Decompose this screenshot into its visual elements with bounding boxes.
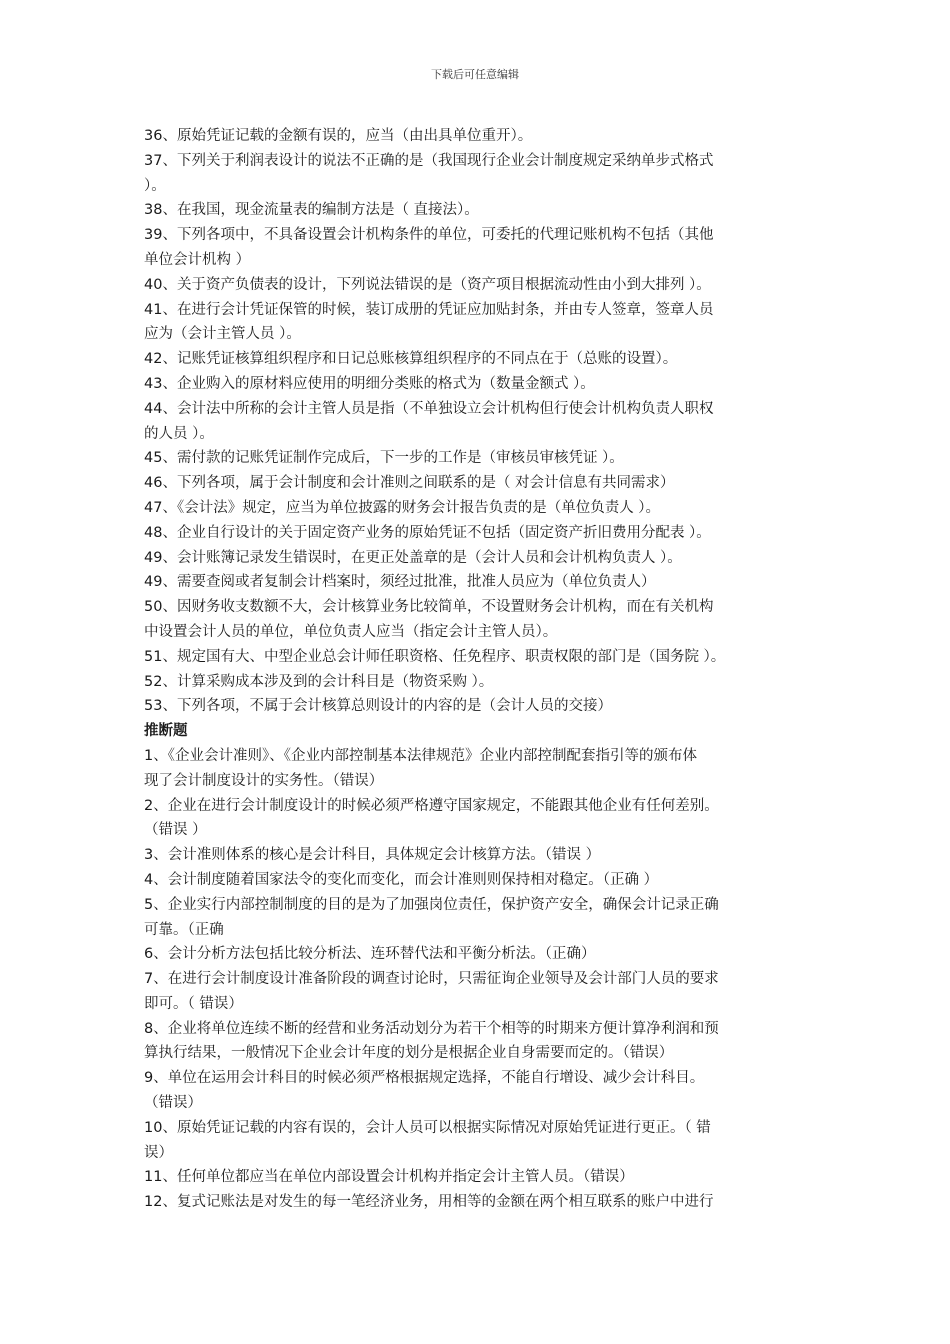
text-line: 8、企业将单位连续不断的经营和业务活动划分为若干个相等的时期来方便计算净利润和预	[144, 1020, 719, 1037]
text-line: 误）	[144, 1144, 173, 1161]
text-line: 可靠。（正确	[144, 921, 224, 938]
text-line: 3、会计准则体系的核心是会计科目，具体规定会计核算方法。（错误 ）	[144, 847, 601, 864]
text-line: 即可。（ 错误）	[144, 995, 243, 1012]
text-line: 4、会计制度随着国家法令的变化而变化，而会计准则则保持相对稳定。（正确 ）	[144, 871, 659, 888]
text-line: 38、在我国，现金流量表的编制方法是（ 直接法）。	[144, 202, 479, 219]
text-line: （错误）	[144, 1095, 202, 1112]
text-line: ）。	[144, 177, 166, 194]
text-line: 12、复式记账法是对发生的每一笔经济业务，用相等的金额在两个相互联系的账户中进行	[144, 1194, 714, 1211]
text-line: 6、会计分析方法包括比较分析法、连环替代法和平衡分析法。（正确）	[144, 946, 596, 963]
text-line: 中设置会计人员的单位，单位负责人应当（指定会计主管人员）。	[144, 623, 558, 640]
text-line: 47、《会计法》规定，应当为单位披露的财务会计报告负责的是（单位负责人 ）。	[144, 499, 661, 516]
text-line: 1、《企业会计准则》、《企业内部控制基本法律规范》企业内部控制配套指引等的颁布体	[144, 747, 697, 764]
text-line: 46、下列各项，属于会计制度和会计准则之间联系的是（ 对会计信息有共同需求）	[144, 475, 675, 492]
text-line: 2、企业在进行会计制度设计的时候必须严格遵守国家规定，不能跟其他企业有任何差别。	[144, 797, 719, 814]
text-line: 42、记账凭证核算组织程序和日记总账核算组织程序的不同点在于（总账的设置）。	[144, 351, 678, 368]
text-line: 5、企业实行内部控制制度的目的是为了加强岗位责任，保护资产安全，确保会计记录正确	[144, 896, 719, 913]
text-line: 50、因财务收支数额不大，会计核算业务比较简单，不设置财务会计机构，而在有关机构	[144, 599, 714, 616]
text-line: 9、单位在运用会计科目的时候必须严格根据规定选择，不能自行增设、减少会计科目。	[144, 1070, 705, 1087]
text-line: 11、任何单位都应当在单位内部设置会计机构并指定会计主管人员。（错误）	[144, 1169, 634, 1186]
text-line: 48、企业自行设计的关于固定资产业务的原始凭证不包括（固定资产折旧费用分配表 ）。	[144, 524, 711, 541]
text-line: 45、需付款的记账凭证制作完成后，下一步的工作是（审核员审核凭证 ）。	[144, 450, 624, 467]
text-line: 49、会计账簿记录发生错误时，在更正处盖章的是（会计人员和会计机构负责人 ）。	[144, 549, 682, 566]
text-line: 52、计算采购成本涉及到的会计科目是（物资采购 ）。	[144, 673, 494, 690]
text-line: 现了会计制度设计的实务性。（错误）	[144, 772, 384, 789]
text-line: 7、在进行会计制度设计准备阶段的调查讨论时，只需征询企业领导及会计部门人员的要求	[144, 971, 719, 988]
text-line: 单位会计机构 ）	[144, 251, 251, 268]
page-header: 下载后可任意编辑	[431, 68, 519, 81]
text-line: 43、企业购入的原材料应使用的明细分类账的格式为（数量金额式 ）。	[144, 375, 595, 392]
text-line: 40、关于资产负债表的设计，下列说法错误的是（资产项目根据流动性由小到大排列 ）。	[144, 276, 711, 293]
text-line: 53、下列各项，不属于会计核算总则设计的内容的是（会计人员的交接）	[144, 698, 612, 715]
section-title: 推断题	[144, 723, 188, 740]
text-line: 10、原始凭证记载的内容有误的，会计人员可以根据实际情况对原始凭证进行更正。（ 错	[144, 1119, 711, 1136]
text-line: （错误 ）	[144, 822, 207, 839]
text-line: 的人员 ）。	[144, 425, 214, 442]
text-line: 36、原始凭证记载的金额有误的，应当（由出具单位重开）。	[144, 128, 533, 144]
document-body	[144, 124, 820, 1215]
text-line: 应为（会计主管人员 ）。	[144, 326, 301, 343]
text-line: 51、规定国有大、中型企业总会计师任职资格、任免程序、职责权限的部门是（国务院 ）。	[144, 648, 726, 665]
text-line: 37、下列关于利润表设计的说法不正确的是（我国现行企业会计制度规定采纳单步式格式	[144, 152, 714, 169]
text-line: 39、下列各项中，不具备设置会计机构条件的单位，可委托的代理记账机构不包括（其他	[144, 227, 714, 244]
text-line: 算执行结果，一般情况下企业会计年度的划分是根据企业自身需要而定的。（错误）	[144, 1045, 674, 1062]
text-line: 49、需要查阅或者复制会计档案时，须经过批准，批准人员应为（单位负责人）	[144, 574, 656, 591]
text-line: 44、会计法中所称的会计主管人员是指（不单独设立会计机构但行使会计机构负责人职权	[144, 400, 714, 417]
text-line: 41、在进行会计凭证保管的时候，装订成册的凭证应加贴封条，并由专人签章，签章人员	[144, 301, 714, 318]
